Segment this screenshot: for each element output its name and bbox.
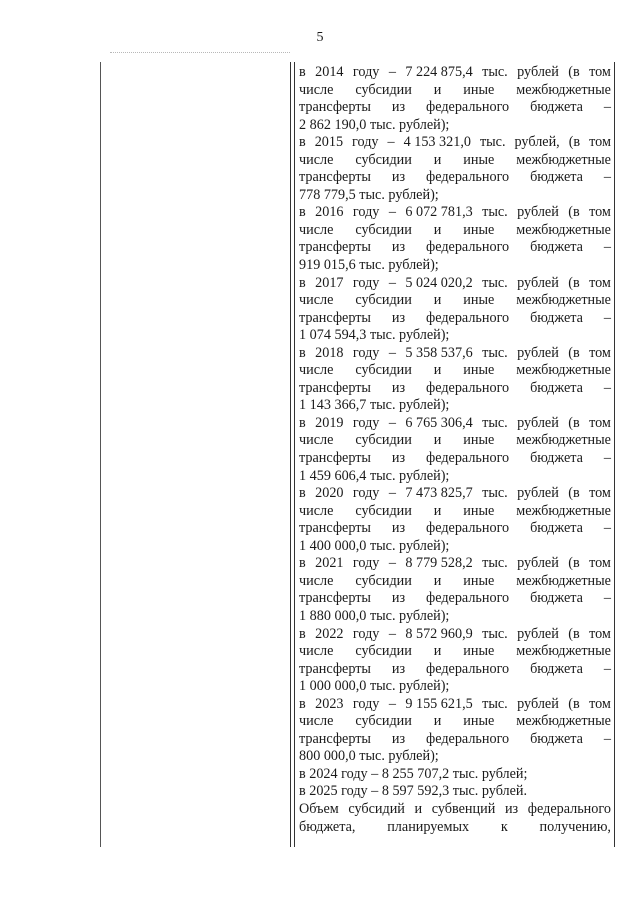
table-left-border	[100, 62, 101, 847]
page-number: 5	[316, 30, 324, 45]
year-funding-line-word: том	[589, 134, 611, 151]
year-funding-line-word: –	[388, 204, 396, 221]
year-funding-line-word: 2014	[315, 64, 344, 80]
year-funding-line-word: в	[299, 555, 306, 572]
federal-total-line: 800 000,0 тыс. рублей);	[299, 748, 439, 765]
transfer-line-word: бюджета	[530, 379, 583, 396]
year-funding-line-word: тыс.	[482, 64, 508, 80]
subsidy-line-word: иные	[463, 221, 495, 238]
year-funding-line-word: в	[299, 274, 306, 291]
year-funding-line-word: в	[299, 695, 306, 712]
transfer-line-word: –	[603, 309, 611, 326]
subsidy-line	[299, 292, 611, 310]
column-border-inner	[294, 62, 295, 847]
subsidy-line-word: субсидии	[355, 502, 412, 519]
year-funding-line-word: в	[299, 64, 306, 80]
transfer-line-word: из	[391, 590, 406, 607]
transfer-line-word: бюджета	[530, 450, 583, 467]
year-funding-line-word: году	[352, 695, 380, 712]
subsidy-line-word: числе	[299, 432, 334, 449]
transfer-line-word: трансферты	[299, 169, 371, 186]
year-funding-line-word: году	[352, 625, 380, 642]
subsidy-line-word: числе	[299, 151, 334, 168]
column-border-outer	[290, 62, 291, 847]
subsidy-line	[299, 643, 611, 661]
transfer-line-word: из	[391, 309, 406, 326]
budget-planned-line-word: бюджета,	[299, 818, 356, 835]
subsidy-line-word: субсидии	[355, 713, 412, 730]
transfer-line-word: федерального	[426, 730, 510, 747]
year-funding-line-word: году	[352, 204, 380, 221]
subsidy-line-word: и	[433, 502, 442, 519]
year-funding-line-word: тыс.	[482, 485, 508, 502]
subsidy-line	[299, 362, 611, 380]
year-funding-line	[299, 345, 611, 363]
year-funding-line-word: 7 224 875,4	[405, 64, 473, 80]
year-funding-line	[299, 134, 611, 152]
subsidy-line-word: и	[433, 572, 442, 589]
transfer-line-word: из	[391, 660, 406, 677]
year-funding-line-word: в	[299, 134, 306, 151]
subsidy-line	[299, 573, 611, 591]
year-funding-line-word: –	[388, 414, 396, 431]
transfer-line-word: бюджета	[530, 99, 583, 116]
subsidy-line-word: иные	[463, 713, 495, 730]
transfer-line-word: бюджета	[530, 590, 583, 607]
year-funding-line-word: том	[589, 274, 611, 291]
subsidy-line-word: числе	[299, 643, 334, 660]
transfer-line-word: бюджета	[530, 730, 583, 747]
year-funding-line-word: –	[388, 274, 396, 291]
year-funding-line-word: том	[589, 695, 611, 712]
subsidy-line	[299, 713, 611, 731]
volume-subsidies-line-word: субвенций	[431, 800, 496, 817]
year-2024-line: в 2024 году – 8 255 707,2 тыс. рублей;	[299, 765, 528, 782]
subsidy-line-word: субсидии	[355, 362, 412, 379]
year-funding-line-word: тыс.	[482, 344, 508, 361]
transfer-line	[299, 731, 611, 749]
year-funding-line-word: 2018	[315, 344, 344, 361]
federal-total-line: 2 862 190,0 тыс. рублей);	[299, 116, 450, 133]
year-funding-line-word: в	[299, 625, 306, 642]
subsidy-line-word: субсидии	[355, 81, 412, 98]
year-funding-line-word: том	[589, 344, 611, 361]
transfer-line-word: федерального	[426, 450, 510, 467]
year-funding-line-word: рублей	[517, 555, 559, 572]
year-funding-line-word: (в	[568, 414, 580, 431]
subsidy-line-word: числе	[299, 572, 334, 589]
transfer-line-word: федерального	[426, 239, 510, 256]
year-funding-line-word: –	[388, 695, 396, 712]
transfer-line	[299, 520, 611, 538]
year-funding-line-word: –	[388, 64, 396, 80]
year-funding-line-word: (в	[568, 344, 580, 361]
federal-total-line: 1 074 594,3 тыс. рублей);	[299, 327, 450, 344]
subsidy-line-word: иные	[463, 362, 495, 379]
subsidy-line-word: иные	[463, 572, 495, 589]
federal-total-line: 919 015,6 тыс. рублей);	[299, 257, 439, 274]
transfer-line-word: бюджета	[530, 169, 583, 186]
year-funding-line-word: 2023	[315, 695, 344, 712]
subsidy-line-word: субсидии	[355, 432, 412, 449]
transfer-line-word: трансферты	[299, 239, 371, 256]
subsidy-line-word: иные	[463, 292, 495, 309]
transfer-line-word: из	[391, 730, 406, 747]
year-funding-line-word: 2016	[315, 204, 344, 221]
federal-total-line: 1 143 366,7 тыс. рублей);	[299, 397, 450, 414]
transfer-line-word: трансферты	[299, 660, 371, 677]
subsidy-line-word: числе	[299, 362, 334, 379]
transfer-line-word: из	[391, 169, 406, 186]
funding-text-cell	[299, 64, 611, 836]
year-funding-line	[299, 204, 611, 222]
year-funding-line-word: рублей	[517, 625, 559, 642]
volume-subsidies-line-word: Объем	[299, 800, 339, 817]
year-funding-line-word: рублей	[517, 204, 559, 221]
year-funding-line-word: 6 765 306,4	[405, 414, 473, 431]
year-funding-line-word: –	[388, 555, 396, 572]
year-funding-line-word: в	[299, 414, 306, 431]
transfer-line-word: из	[391, 239, 406, 256]
volume-subsidies-line-word: субсидий	[348, 800, 405, 817]
subsidy-line	[299, 82, 611, 100]
volume-subsidies-line-word: из	[504, 800, 519, 817]
transfer-line-word: из	[391, 450, 406, 467]
year-funding-line-word: тыс.	[482, 274, 508, 291]
subsidy-line-word: и	[433, 151, 442, 168]
year-funding-line-word: –	[388, 485, 396, 502]
subsidy-line-word: числе	[299, 81, 334, 98]
year-funding-line-word: 2022	[315, 625, 344, 642]
year-funding-line-word: тыс.	[482, 695, 508, 712]
subsidy-line-word: иные	[463, 643, 495, 660]
transfer-line-word: бюджета	[530, 520, 583, 537]
subsidy-line-word: межбюджетные	[516, 362, 611, 379]
budget-planned-line	[299, 819, 611, 837]
year-funding-line-word: том	[589, 204, 611, 221]
subsidy-line-word: числе	[299, 221, 334, 238]
federal-total-line: 1 400 000,0 тыс. рублей);	[299, 537, 450, 554]
year-funding-line-word: (в	[568, 695, 580, 712]
subsidy-line-word: числе	[299, 713, 334, 730]
year-funding-line-word: в	[299, 485, 306, 502]
year-funding-line-word: –	[387, 134, 395, 151]
year-funding-line-word: 4 153 321,0	[403, 134, 471, 151]
transfer-line	[299, 169, 611, 187]
subsidy-line	[299, 432, 611, 450]
year-funding-line-word: (в	[568, 555, 580, 572]
transfer-line-word: трансферты	[299, 379, 371, 396]
subsidy-line-word: числе	[299, 502, 334, 519]
transfer-line-word: федерального	[426, 379, 510, 396]
transfer-line-word: трансферты	[299, 520, 371, 537]
subsidy-line-word: межбюджетные	[516, 713, 611, 730]
year-funding-line-word: (в	[568, 625, 580, 642]
header-dotted-line	[110, 52, 290, 57]
transfer-line-word: федерального	[426, 309, 510, 326]
subsidy-line-word: и	[433, 713, 442, 730]
year-funding-line-word: в	[299, 204, 306, 221]
year-funding-line-word: 5 358 537,6	[405, 344, 473, 361]
transfer-line-word: –	[603, 99, 611, 116]
budget-planned-line-word: к	[500, 818, 508, 835]
year-funding-line	[299, 275, 611, 293]
transfer-line-word: трансферты	[299, 309, 371, 326]
year-funding-line-word: 2020	[315, 485, 344, 502]
year-funding-line-word: том	[589, 414, 611, 431]
transfer-line-word: –	[603, 169, 611, 186]
federal-total-line: 1 000 000,0 тыс. рублей);	[299, 678, 450, 695]
transfer-line-word: –	[603, 239, 611, 256]
subsidy-line-word: и	[433, 292, 442, 309]
transfer-line	[299, 661, 611, 679]
year-funding-line-word: тыс.	[482, 414, 508, 431]
transfer-line-word: федерального	[426, 660, 510, 677]
table-right-border	[614, 62, 615, 847]
year-funding-line-word: 7 473 825,7	[405, 485, 473, 502]
subsidy-line-word: межбюджетные	[516, 81, 611, 98]
year-funding-line-word: 2021	[315, 555, 344, 572]
year-funding-line-word: году	[352, 414, 380, 431]
year-funding-line-word: том	[589, 485, 611, 502]
subsidy-line-word: субсидии	[355, 643, 412, 660]
year-funding-line-word: году	[352, 274, 380, 291]
subsidy-line-word: иные	[463, 81, 495, 98]
year-funding-line-word: 6 072 781,3	[405, 204, 473, 221]
year-funding-line-word: –	[388, 625, 396, 642]
year-funding-line-word: 5 024 020,2	[405, 274, 473, 291]
transfer-line-word: федерального	[426, 520, 510, 537]
transfer-line-word: из	[391, 379, 406, 396]
year-funding-line-word: году	[352, 555, 380, 572]
year-funding-line-word: в	[299, 344, 306, 361]
year-funding-line-word: тыс.	[482, 625, 508, 642]
transfer-line	[299, 239, 611, 257]
subsidy-line-word: субсидии	[355, 151, 412, 168]
transfer-line	[299, 380, 611, 398]
year-funding-line-word: том	[589, 625, 611, 642]
transfer-line-word: трансферты	[299, 450, 371, 467]
year-funding-line-word: том	[589, 64, 611, 80]
year-funding-line-word: (в	[568, 274, 580, 291]
subsidy-line-word: и	[433, 432, 442, 449]
transfer-line-word: федерального	[426, 99, 510, 116]
year-funding-line-word: 9 155 621,5	[405, 695, 473, 712]
subsidy-line	[299, 152, 611, 170]
transfer-line-word: –	[603, 730, 611, 747]
subsidy-line-word: и	[433, 81, 442, 98]
subsidy-line-word: иные	[463, 502, 495, 519]
transfer-line-word: трансферты	[299, 99, 371, 116]
subsidy-line-word: межбюджетные	[516, 502, 611, 519]
year-funding-line-word: рублей,	[514, 134, 560, 151]
year-funding-line-word: (в	[568, 204, 580, 221]
subsidy-line-word: субсидии	[355, 221, 412, 238]
transfer-line-word: из	[391, 99, 406, 116]
transfer-line-word: федерального	[426, 590, 510, 607]
subsidy-line-word: межбюджетные	[516, 432, 611, 449]
subsidy-line-word: межбюджетные	[516, 221, 611, 238]
transfer-line	[299, 450, 611, 468]
year-funding-line	[299, 64, 611, 82]
volume-subsidies-line-word: и	[414, 800, 423, 817]
year-funding-line-word: 8 572 960,9	[405, 625, 473, 642]
year-funding-line-word: году	[352, 485, 380, 502]
transfer-line-word: –	[603, 660, 611, 677]
year-funding-line	[299, 485, 611, 503]
federal-total-line: 778 779,5 тыс. рублей);	[299, 186, 439, 203]
subsidy-line-word: и	[433, 643, 442, 660]
subsidy-line	[299, 503, 611, 521]
year-funding-line-word: 2015	[314, 134, 344, 151]
subsidy-line	[299, 222, 611, 240]
subsidy-line-word: и	[433, 362, 442, 379]
year-funding-line-word: году	[352, 134, 379, 151]
subsidy-line-word: межбюджетные	[516, 572, 611, 589]
year-funding-line-word: (в	[568, 485, 580, 502]
budget-planned-line-word: планируемых	[387, 818, 470, 835]
federal-total-line: 1 459 606,4 тыс. рублей);	[299, 467, 450, 484]
transfer-line-word: трансферты	[299, 590, 371, 607]
subsidy-line-word: субсидии	[355, 292, 412, 309]
year-funding-line-word: (в	[568, 134, 581, 151]
transfer-line-word: бюджета	[530, 660, 583, 677]
transfer-line-word: трансферты	[299, 730, 371, 747]
year-funding-line-word: рублей	[517, 344, 559, 361]
transfer-line-word: бюджета	[530, 309, 583, 326]
year-2025-line: в 2025 году – 8 597 592,3 тыс. рублей.	[299, 783, 528, 800]
year-funding-line-word: тыс.	[479, 134, 506, 151]
year-funding-line-word: году	[352, 64, 380, 80]
year-funding-line-word: тыс.	[482, 555, 508, 572]
transfer-line	[299, 590, 611, 608]
year-funding-line-word: году	[352, 344, 380, 361]
subsidy-line-word: межбюджетные	[516, 292, 611, 309]
year-funding-line	[299, 555, 611, 573]
year-funding-line-word: том	[589, 555, 611, 572]
transfer-line-word: –	[603, 520, 611, 537]
year-funding-line-word: 8 779 528,2	[405, 555, 473, 572]
subsidy-line-word: межбюджетные	[516, 151, 611, 168]
transfer-line	[299, 310, 611, 328]
year-funding-line-word: рублей	[517, 485, 559, 502]
transfer-line-word: федерального	[426, 169, 510, 186]
transfer-line-word: из	[391, 520, 406, 537]
year-funding-line-word: тыс.	[482, 204, 508, 221]
transfer-line-word: –	[603, 450, 611, 467]
transfer-line	[299, 99, 611, 117]
year-funding-line-word: –	[388, 344, 396, 361]
year-funding-line-word: рублей	[517, 695, 559, 712]
subsidy-line-word: субсидии	[355, 572, 412, 589]
transfer-line-word: бюджета	[530, 239, 583, 256]
year-funding-line-word: 2017	[315, 274, 344, 291]
year-funding-line-word: рублей	[517, 274, 559, 291]
subsidy-line-word: иные	[463, 432, 495, 449]
federal-total-line: 1 880 000,0 тыс. рублей);	[299, 607, 450, 624]
subsidy-line-word: иные	[463, 151, 495, 168]
year-funding-line	[299, 626, 611, 644]
year-funding-line-word: (в	[568, 64, 580, 80]
year-funding-line-word: 2019	[315, 414, 344, 431]
year-funding-line-word: рублей	[517, 64, 559, 80]
subsidy-line-word: числе	[299, 292, 334, 309]
transfer-line-word: –	[603, 590, 611, 607]
year-funding-line	[299, 415, 611, 433]
transfer-line-word: –	[603, 379, 611, 396]
year-funding-line-word: рублей	[517, 414, 559, 431]
subsidy-line-word: и	[433, 221, 442, 238]
subsidy-line-word: межбюджетные	[516, 643, 611, 660]
volume-subsidies-line	[299, 801, 611, 819]
volume-subsidies-line-word: федерального	[527, 800, 611, 817]
year-funding-line	[299, 696, 611, 714]
budget-planned-line-word: получению,	[539, 818, 611, 835]
